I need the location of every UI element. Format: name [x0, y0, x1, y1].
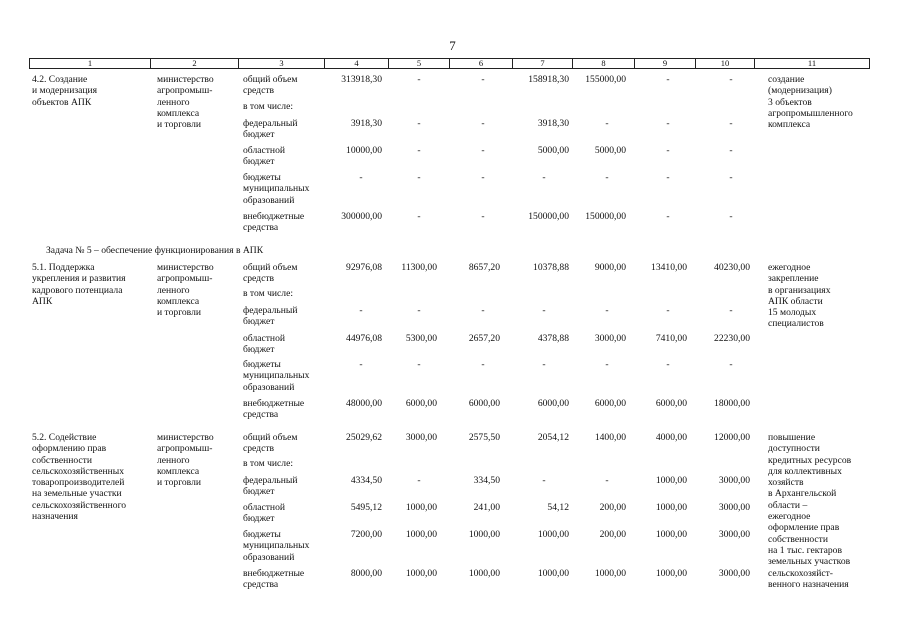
- executor: министерство агропромыш- ленного комплекса и торговли: [157, 262, 214, 319]
- cell: 5000,00: [594, 145, 626, 156]
- cell: 1000,00: [468, 529, 500, 540]
- cell: -: [666, 211, 670, 222]
- cell: 1000,00: [655, 475, 687, 486]
- cell: -: [481, 359, 485, 370]
- cell: -: [481, 118, 485, 129]
- cell: -: [417, 118, 421, 129]
- source-reg: областной бюджет: [243, 333, 286, 356]
- cell: -: [359, 305, 363, 316]
- cell: 7200,00: [350, 529, 382, 540]
- cell: -: [666, 305, 670, 316]
- cell: 3918,30: [537, 118, 569, 129]
- cell: 1000,00: [594, 568, 626, 579]
- cell: -: [605, 305, 609, 316]
- cell: -: [729, 305, 733, 316]
- col-num: 1: [30, 59, 151, 69]
- cell: 1000,00: [468, 568, 500, 579]
- cell: 3000,00: [718, 568, 750, 579]
- cell: 3000,00: [718, 502, 750, 513]
- cell: 8000,00: [350, 568, 382, 579]
- col-num: 4: [325, 59, 389, 69]
- source-mun: бюджеты муниципальных образований: [243, 359, 310, 393]
- cell: -: [666, 118, 670, 129]
- cell: 200,00: [599, 529, 626, 540]
- cell: 1000,00: [537, 568, 569, 579]
- source-incl: в том числе:: [243, 458, 294, 469]
- source-ext: внебюджетные средства: [243, 211, 305, 234]
- col-num: 5: [389, 59, 450, 69]
- cell: 3000,00: [718, 529, 750, 540]
- cell: 18000,00: [714, 398, 750, 409]
- column-number-header: [29, 58, 870, 69]
- col-num: 7: [513, 59, 573, 69]
- cell: 150000,00: [585, 211, 626, 222]
- cell: -: [605, 475, 609, 486]
- cell: 150000,00: [528, 211, 569, 222]
- cell: 54,12: [547, 502, 569, 513]
- col-num: 9: [635, 59, 696, 69]
- cell: 3000,00: [405, 432, 437, 443]
- cell: 1400,00: [594, 432, 626, 443]
- source-incl: в том числе:: [243, 288, 294, 299]
- cell: 11300,00: [401, 262, 437, 273]
- col-num: 3: [239, 59, 325, 69]
- cell: -: [417, 305, 421, 316]
- cell: -: [729, 74, 733, 85]
- cell: -: [729, 145, 733, 156]
- source-fed: федеральный бюджет: [243, 305, 298, 328]
- cell: -: [542, 475, 546, 486]
- cell: -: [542, 172, 546, 183]
- cell: 6000,00: [655, 398, 687, 409]
- cell: -: [359, 359, 363, 370]
- source-total: общий объем средств: [243, 262, 298, 285]
- cell: 44976,08: [346, 333, 382, 344]
- expected-result: повышение доступности кредитных ресурсов для коллективных хозяйств в Архангельской области – ежегодное оформление прав собственности на 1 тыс. гектаров земельных участков сельскохозяйст- венного назначения: [768, 432, 852, 590]
- cell: -: [359, 172, 363, 183]
- cell: 1000,00: [655, 502, 687, 513]
- cell: -: [729, 172, 733, 183]
- cell: -: [666, 74, 670, 85]
- cell: 13410,00: [651, 262, 687, 273]
- cell: -: [542, 305, 546, 316]
- source-mun: бюджеты муниципальных образований: [243, 172, 310, 206]
- cell: 4000,00: [655, 432, 687, 443]
- cell: 1000,00: [405, 529, 437, 540]
- source-reg: областной бюджет: [243, 502, 286, 525]
- activity-name: 5.1. Поддержка укрепления и развития кадрового потенциала АПК: [32, 262, 126, 307]
- cell: -: [481, 305, 485, 316]
- cell: 2054,12: [537, 432, 569, 443]
- cell: 313918,30: [341, 74, 382, 85]
- source-fed: федеральный бюджет: [243, 475, 298, 498]
- activity-name: 5.2. Содействие оформлению прав собственности сельскохозяйственных товаропроизводителей на земельные участки сельскохозяйственного назначения: [32, 432, 127, 523]
- cell: 92976,08: [346, 262, 382, 273]
- cell: 1000,00: [537, 529, 569, 540]
- cell: 22230,00: [714, 333, 750, 344]
- cell: 5000,00: [537, 145, 569, 156]
- cell: 334,50: [473, 475, 500, 486]
- cell: -: [605, 118, 609, 129]
- cell: 48000,00: [346, 398, 382, 409]
- cell: 1000,00: [655, 529, 687, 540]
- cell: -: [666, 172, 670, 183]
- cell: 3918,30: [350, 118, 382, 129]
- source-ext: внебюджетные средства: [243, 568, 305, 591]
- cell: 7410,00: [655, 333, 687, 344]
- cell: 1000,00: [405, 502, 437, 513]
- source-incl: в том числе:: [243, 101, 294, 112]
- executor: министерство агропромыш- ленного комплекса и торговли: [157, 432, 214, 489]
- cell: 158918,30: [528, 74, 569, 85]
- col-num: 2: [151, 59, 239, 69]
- cell: 25029,62: [346, 432, 382, 443]
- cell: -: [605, 359, 609, 370]
- executor: министерство агропромыш- ленного комплекса и торговли: [157, 74, 214, 131]
- cell: 10378,88: [533, 262, 569, 273]
- cell: 6000,00: [537, 398, 569, 409]
- cell: -: [481, 211, 485, 222]
- cell: -: [729, 359, 733, 370]
- cell: 4378,88: [537, 333, 569, 344]
- source-total: общий объем средств: [243, 74, 298, 97]
- cell: -: [417, 359, 421, 370]
- cell: 1000,00: [655, 568, 687, 579]
- cell: 2657,20: [468, 333, 500, 344]
- cell: -: [417, 74, 421, 85]
- cell: 3000,00: [594, 333, 626, 344]
- cell: -: [481, 74, 485, 85]
- col-num: 8: [573, 59, 635, 69]
- expected-result: ежегодное закрепление в организациях АПК области 15 молодых специалистов: [768, 262, 831, 330]
- expected-result: создание (модернизация) 3 объектов агропромышленного комплекса: [768, 74, 853, 131]
- cell: 40230,00: [714, 262, 750, 273]
- activity-name: 4.2. Создание и модернизация объектов АПК: [32, 74, 98, 108]
- cell: -: [542, 359, 546, 370]
- page-number: 7: [449, 38, 456, 53]
- cell: -: [729, 118, 733, 129]
- col-num: 6: [450, 59, 513, 69]
- source-reg: областной бюджет: [243, 145, 286, 168]
- cell: 6000,00: [405, 398, 437, 409]
- source-fed: федеральный бюджет: [243, 118, 298, 141]
- cell: 6000,00: [468, 398, 500, 409]
- cell: 1000,00: [405, 568, 437, 579]
- cell: -: [666, 145, 670, 156]
- col-num: 11: [755, 59, 870, 69]
- cell: 8657,20: [468, 262, 500, 273]
- cell: -: [605, 172, 609, 183]
- cell: 5495,12: [350, 502, 382, 513]
- col-num: 10: [696, 59, 755, 69]
- cell: -: [417, 172, 421, 183]
- cell: 12000,00: [714, 432, 750, 443]
- cell: 10000,00: [346, 145, 382, 156]
- cell: -: [666, 359, 670, 370]
- cell: 4334,50: [350, 475, 382, 486]
- cell: 5300,00: [405, 333, 437, 344]
- source-mun: бюджеты муниципальных образований: [243, 529, 310, 563]
- source-total: общий объем средств: [243, 432, 298, 455]
- cell: -: [417, 145, 421, 156]
- cell: 9000,00: [594, 262, 626, 273]
- source-ext: внебюджетные средства: [243, 398, 305, 421]
- cell: 155000,00: [585, 74, 626, 85]
- cell: -: [481, 145, 485, 156]
- cell: 200,00: [599, 502, 626, 513]
- cell: 241,00: [473, 502, 500, 513]
- cell: 2575,50: [468, 432, 500, 443]
- task-heading: Задача № 5 – обеспечение функционирования в АПК: [46, 245, 264, 256]
- cell: -: [729, 211, 733, 222]
- cell: 300000,00: [341, 211, 382, 222]
- cell: -: [417, 475, 421, 486]
- cell: 6000,00: [594, 398, 626, 409]
- cell: -: [481, 172, 485, 183]
- cell: 3000,00: [718, 475, 750, 486]
- cell: -: [417, 211, 421, 222]
